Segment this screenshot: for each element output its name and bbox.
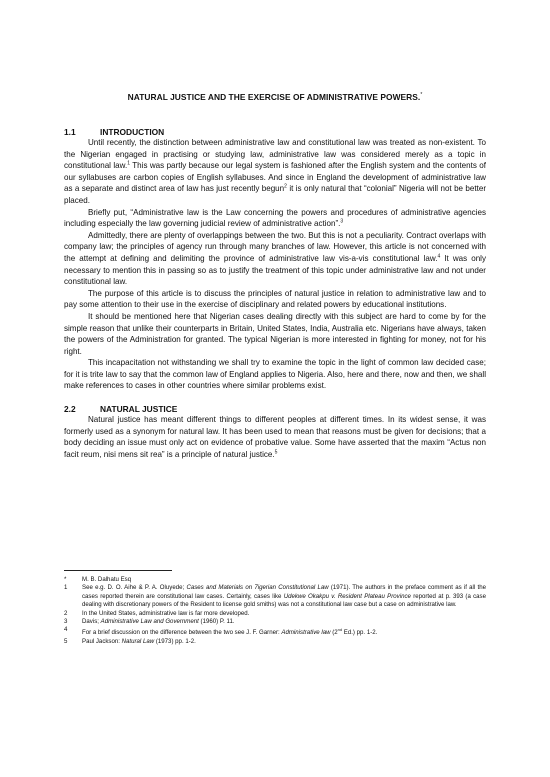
footnote-ref[interactable]: 5 <box>274 449 278 456</box>
body-text <box>64 92 486 460</box>
footnote-ref[interactable]: 2 <box>284 183 287 190</box>
page-title <box>64 92 486 102</box>
footnote-item: 4 For a brief discussion on the difference between the two see J. F. Garner: Administrative law (2nd Ed.) pp. 1-2. <box>64 626 378 637</box>
section-title: INTRODUCTION <box>100 127 165 137</box>
footnote-item: 5 Paul Jackson: Natural Law (1973) pp. 1-2. <box>64 637 196 645</box>
paragraph: The purpose of this article is to discuss the principles of natural justice in relation to administrative law and to pay some attention to their use in the exercise of disciplinary and related powers by educational institutions. <box>64 288 486 310</box>
section-title: NATURAL JUSTICE <box>100 404 178 415</box>
section-number: 1.1 <box>64 127 76 137</box>
footnote-item: 1 See e.g. D. O. Aihe & P. A. Oluyede; Cases and Materials on 7igerian Constitutional Law (1971). The authors in the preface comment as if all the cases reported therein are constitutional law cases. Certainly, cases like Udekwe Okakpu v. Resident Plateau Province reported at p. 393 (a case dealing with discretionary powers of the Resident to license gold smiths) was not a constitutional law case but a case on administrative law. <box>64 584 486 609</box>
footnote-ref[interactable]: 1 <box>127 160 131 167</box>
footnotes <box>64 576 486 646</box>
title-text: NATURAL JUSTICE AND THE EXERCISE OF ADMINISTRATIVE POWERS. <box>127 92 421 102</box>
paragraph: Until recently, the distinction between administrative law and constitutional law was treated as non-existent. To the Nigerian engaged in practising or studying law, administrative law was considered merely as a topic in constitutional law.$^1$ This was partly because our legal system is fashioned after the English system and the contents of our syllabuses are carbon copies of English syllabuses. And since in England the development of administrative law as a separate and distinct area of law has just recently begun$^2$ it is only natural that “colonial” Nigeria will not be better placed. <box>64 138 487 205</box>
section-heading-introduction <box>64 127 486 137</box>
paragraph: This incapacitation not withstanding we shall try to examine the topic in the light of common law decided case; for it is trite law to say that the common law of England applies to Nigeria. Also, here and there, now and then, we shall make references to cases in other countries where similar problems exist. <box>64 358 486 391</box>
paragraph: Admittedly, there are plenty of overlappings between the two. But this is not a peculiarity. Contract overlaps with company law; the principles of agency run through many branches of law. However, this article is not concerned with the attempt at defining and delimiting the province of administrative law vis-a-vis constitutional law.$^4$ It was only necessary to mention this in passing so as to justify the treatment of this topic under administrative law and not under constitutional law. <box>64 230 486 287</box>
paragraph: Briefly put, “Administrative law is the Law concerning the powers and procedures of administrative agencies including especially the law governing judicial review of administrative action”.$^3$ <box>64 207 486 229</box>
footnote-item: * M. B. Dalhatu Esq <box>64 576 132 583</box>
title-footnote-mark: * <box>420 92 423 99</box>
footnote-ref[interactable]: 3 <box>340 218 344 225</box>
footnote-item: 2 In the United States, administrative law is far more developed. <box>64 609 250 617</box>
paragraph: It should be mentioned here that Nigerian cases dealing directly with this subject are hard to come by for the simple reason that unlike their counterparts in Britain, United States, India, Australia etc. Nigerians have always, taken the powers of the Administration for granted. The typical Nigerian is more interested in fighting for money, not for his right. <box>64 311 486 356</box>
section-heading-natural-justice <box>64 404 486 414</box>
footnote-separator <box>64 570 172 571</box>
footnote-item: 3 Davis; Administrative Law and Government (1960) P. 11. <box>64 618 235 626</box>
section-number: 2.2 <box>64 404 76 415</box>
paragraph: Natural justice has meant different things to different peoples at different times. In its widest sense, it was formerly used as a synonym for natural law. It has been used to mean that reasons must be given for decisions; that a body deciding an issue must only act on evidence of probative value. Some have asserted that the maxim “Actus non facit reum, nisi mens sit rea” is a principle of natural justice.$^5$ <box>64 415 486 459</box>
footnote-ref[interactable]: 4 <box>437 253 441 260</box>
